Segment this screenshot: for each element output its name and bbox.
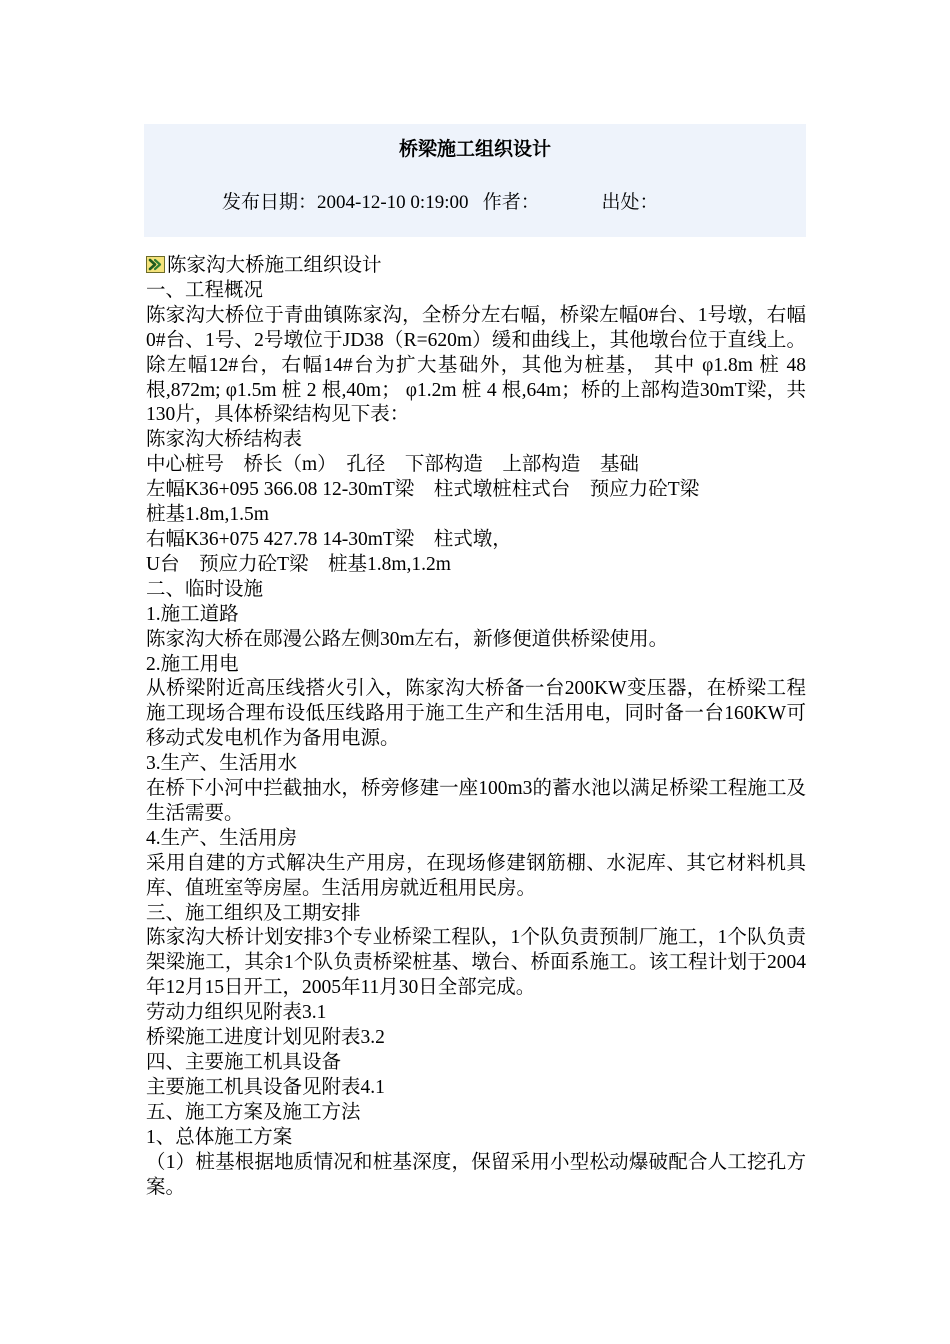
- section-heading: 五、施工方案及施工方法: [146, 1101, 361, 1123]
- section-heading: 二、临时设施: [146, 578, 264, 600]
- paragraph: （1）桩基根据地质情况和桩基深度，保留采用小型松动爆破配合人工挖孔方案。: [146, 1151, 806, 1198]
- subsection-heading: 1.施工道路: [146, 603, 239, 625]
- table-row-left: 左幅K36+095 366.08 12-30mT梁 柱式墩桩柱式台 预应力砼T梁: [146, 479, 700, 501]
- paragraph: 陈家沟大桥位于青曲镇陈家沟，全桥分左右幅，桥梁左幅0#台、1号墩，右幅0#台、1号、2号墩位于JD38（R=620m）缓和曲线上，其他墩台位于直线上。除左幅12#台，右幅14#台为扩大基础外，其他为桩基， 其中 φ1.8m 桩 48 根,872m; φ1.5m 桩 2 根,40m； φ1.2m 桩 4 根,64m；桥的上部构造30mT梁，共130片，具体桥梁结构见下表：: [146, 304, 806, 426]
- subsection-heading: 2.施工用电: [146, 653, 239, 675]
- subsection-heading: 4.生产、生活用房: [146, 827, 298, 849]
- subsection-heading: 1、总体施工方案: [146, 1126, 293, 1148]
- article-body: [146, 254, 806, 1200]
- article-header: [144, 124, 806, 237]
- article-meta: [222, 187, 659, 214]
- paragraph: 陈家沟大桥计划安排3个专业桥梁工程队，1个队负责预制厂施工，1个队负责架梁施工，其余1个队负责桥梁桩基、墩台、桥面系施工。该工程计划于2004年12月15日开工，2005年11月30日全部完成。: [146, 927, 806, 999]
- document-arrow-icon: [146, 256, 165, 273]
- table-row-left-cont: 桩基1.8m,1.5m: [146, 504, 269, 526]
- section-heading: 四、主要施工机具设备: [146, 1052, 342, 1073]
- reference-line: 劳动力组织见附表3.1: [146, 1002, 327, 1024]
- article-title: 桥梁施工组织设计: [398, 139, 551, 160]
- doc-title-line: [146, 254, 806, 279]
- date-value: 2004-12-10 0:19:00: [317, 192, 469, 213]
- source-label: 出处：: [601, 192, 659, 213]
- table-row-right-cont: U台 预应力砼T梁 桩基1.8m,1.2m: [146, 553, 451, 575]
- paragraph: 采用自建的方式解决生产用房，在现场修建钢筋棚、水泥库、其它材料机具库、值班室等房屋。生活用房就近租用民房。: [146, 852, 806, 899]
- section-heading: 三、施工组织及工期安排: [146, 902, 361, 924]
- paragraph: 陈家沟大桥在郧漫公路左侧30m左右，新修便道供桥梁使用。: [146, 628, 669, 650]
- paragraph: 在桥下小河中拦截抽水，桥旁修建一座100m3的蓄水池以满足桥梁工程施工及生活需要。: [146, 778, 806, 824]
- paragraph: 从桥梁附近高压线搭火引入，陈家沟大桥备一台200KW变压器，在桥梁工程施工现场合理布设低压线路用于施工生产和生活用电，同时备一台160KW可移动式发电机作为备用电源。: [146, 678, 806, 750]
- doc-title: 陈家沟大桥施工组织设计: [167, 255, 382, 276]
- section-heading: 一、工程概况: [146, 279, 264, 301]
- table-title: 陈家沟大桥结构表: [146, 429, 303, 451]
- subsection-heading: 3.生产、生活用水: [146, 753, 298, 775]
- date-label: 发布日期：: [222, 192, 318, 213]
- author-label: 作者：: [482, 192, 540, 213]
- reference-line: 主要施工机具设备见附表4.1: [146, 1076, 385, 1098]
- table-header: 中心桩号 桥长（m） 孔径 下部构造 上部构造 基础: [146, 454, 639, 476]
- table-row-right: 右幅K36+075 427.78 14-30mT梁 柱式墩，: [146, 528, 512, 550]
- reference-line: 桥梁施工进度计划见附表3.2: [146, 1027, 385, 1049]
